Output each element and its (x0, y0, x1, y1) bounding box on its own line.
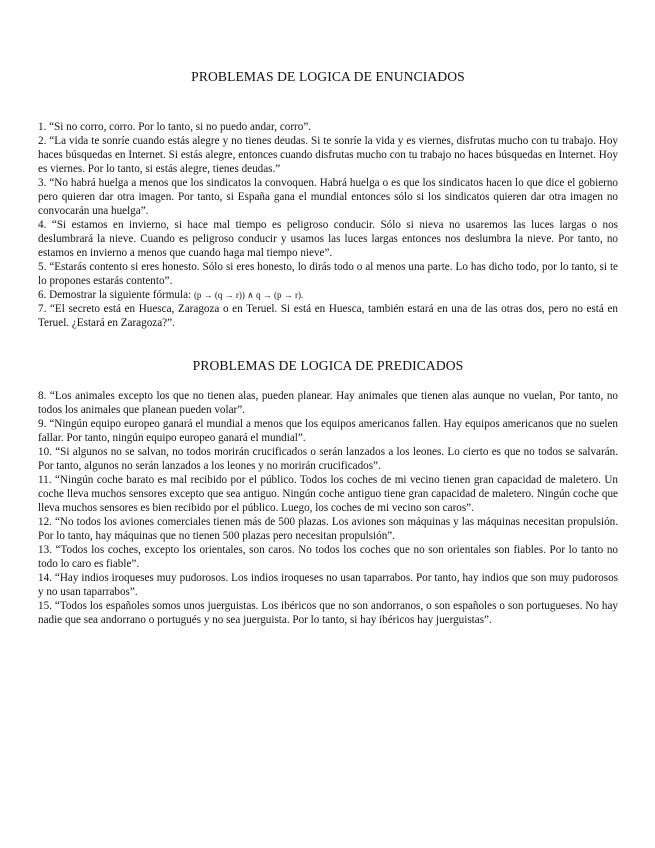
problem-6 (38, 288, 618, 302)
problem-11: 11. “Ningún coche barato es mal recibido por el público. Todos los coches de mi vecino tienen gran capacidad de maletero. Un coche lleva muchos sensores excepto que sea antiguo. Ningún coche antiguo tiene gran capacidad de maletero. Ningún coche que lleva muchos sensores es bien recibido por el público. Luego, los coches de mi vecino son caros”. (38, 474, 618, 514)
problem-7: 7. “El secreto está en Huesca, Zaragoza o en Teruel. Si está en Huesca, también estará en una de las otras dos, pero no está en Teruel. ¿Estará en Zaragoza?”. (38, 303, 618, 329)
problem-12: 12. “No todos los aviones comerciales tienen más de 500 plazas. Los aviones son máquinas y las máquinas necesitan propulsión. Por lo tanto, hay máquinas que no tienen 500 plazas pero necesitan propulsión”. (38, 516, 618, 542)
problem-6-text: 6. Demostrar la siguiente fórmula: (38, 289, 194, 301)
problem-4: 4. “Si estamos en invierno, si hace mal tiempo es peligroso conducir. Sólo si nieva no usaremos las luces largas o nos deslumbrará la nieve. Cuando es peligroso conducir y usamos las luces largas entonces nos deslumbra la nieve. Por tanto, no estamos en invierno a menos que cuando haga mal tiempo nieve”. (38, 219, 618, 259)
problem-14: 14. “Hay indios iroqueses muy pudorosos. Los indios iroqueses no usan taparrabos. Por tanto, hay indios que son muy pudorosos y no usan taparrabos”. (38, 572, 618, 598)
problem-3: 3. “No habrá huelga a menos que los sindicatos la convoquen. Habrá huelga o es que los sindicatos hacen lo que dice el gobierno pero quieren dar otra imagen. Por tanto, si España gana el mundial entonces sólo si los sindicatos quieren dar otra imagen no convocarán una huelga”. (38, 177, 618, 217)
problem-15: 15. “Todos los españoles somos unos juerguistas. Los ibéricos que no son andorranos, o son españoles o son portugueses. No hay nadie que sea andorrano o portugués y no sea juerguista. Por lo tanto, si hay ibéricos hay juerguistas”. (38, 600, 618, 626)
problem-13: 13. “Todos los coches, excepto los orientales, son caros. No todos los coches que no son orientales son fiables. Por lo tanto no todo lo caro es fiable”. (38, 544, 618, 570)
problem-1: 1. “Si no corro, corro. Por lo tanto, si no puedo andar, corro”. (38, 121, 312, 133)
section-title-predicados: PROBLEMAS DE LOGICA DE PREDICADOS (192, 358, 464, 373)
section-title-enunciados: PROBLEMAS DE LOGICA DE ENUNCIADOS (191, 69, 465, 84)
problem-8: 8. “Los animales excepto los que no tienen alas, pueden planear. Hay animales que tienen alas aunque no vuelan, Por tanto, no todos los animales que planean pueden volar”. (38, 390, 618, 416)
problem-list-predicados (38, 389, 618, 627)
problem-5: 5. “Estarás contento si eres honesto. Sólo si eres honesto, lo dirás todo o al menos una parte. Lo has dicho todo, por lo tanto, si te lo propones estarás contento”. (38, 261, 618, 287)
problem-list-enunciados (38, 120, 618, 330)
problem-2: 2. “La vida te sonríe cuando estás alegre y no tienes deudas. Si te sonríe la vida y es viernes, disfrutas mucho con tu trabajo. Hoy haces búsquedas en Internet. Si estás alegre, entonces cuando disfrutas mucho con tu trabajo no haces búsquedas en Internet. Hoy es viernes. Por lo tanto, si estás alegre, tienes deudas.” (38, 135, 618, 175)
document-page (38, 0, 618, 848)
logic-formula: (p → (q → r)) ∧ q → (p → r). (193, 290, 304, 300)
problem-9: 9. “Ningún equipo europeo ganará el mundial a menos que los equipos americanos fallen. Hay equipos americanos que no suelen fallar. Por tanto, ningún equipo europeo ganará el mundial”. (38, 418, 618, 444)
problem-10: 10. “Si algunos no se salvan, no todos morirán crucificados o serán lanzados a los leones. Lo cierto es que no todos se salvarán. Por tanto, algunos no serán lanzados a los leones y no morirán crucificados”. (38, 446, 618, 472)
